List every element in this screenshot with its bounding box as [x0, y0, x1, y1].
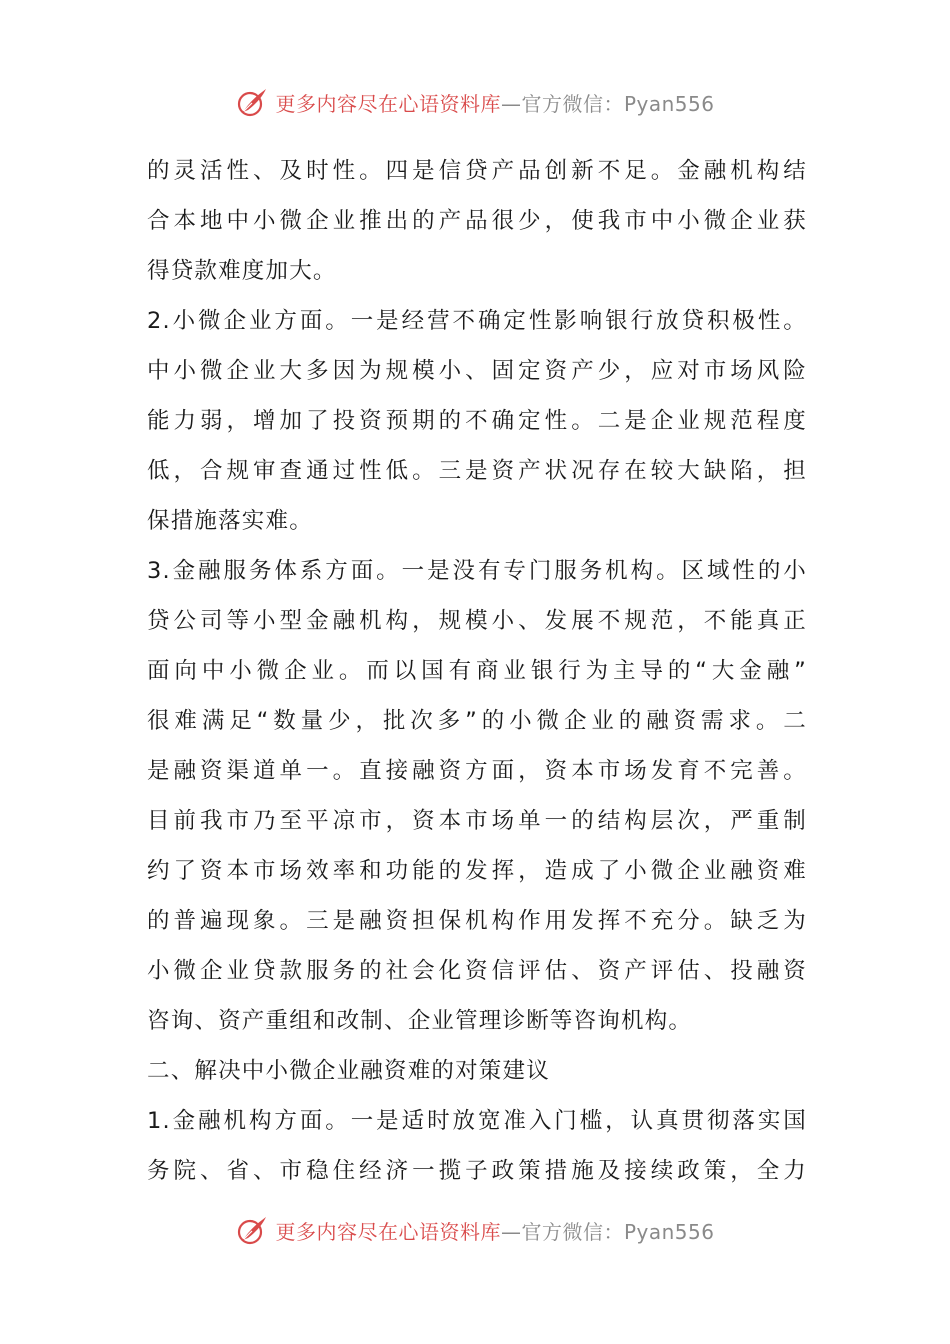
watermark-text-gray: —官方微信：Pyan556 [500, 1219, 715, 1244]
text-line: 小微企业贷款服务的社会化资信评估、资产评估、投融资 [147, 958, 807, 984]
text-line: 的灵活性、及时性。四是信贷产品创新不足。金融机构结 [147, 158, 807, 184]
text-line: 保措施落实难。 [147, 508, 313, 534]
watermark-text-gray: —官方微信：Pyan556 [500, 91, 715, 116]
text-line: 得贷款难度加大。 [147, 258, 337, 284]
quill-logo-icon [235, 1213, 269, 1247]
text-line: 约了资本市场效率和功能的发挥，造成了小微企业融资难 [147, 858, 807, 884]
text-line: 3.金融服务体系方面。一是没有专门服务机构。区域性的小 [147, 558, 807, 584]
watermark-text-red: 更多内容尽在心语资料库 [275, 91, 501, 116]
text-line: 1.金融机构方面。一是适时放宽准入门槛，认真贯彻落实国 [147, 1108, 807, 1134]
text-line: 低，合规审查通过性低。三是资产状况存在较大缺陷，担 [147, 458, 807, 484]
document-body [147, 146, 807, 1196]
text-line: 合本地中小微企业推出的产品很少，使我市中小微企业获 [147, 208, 807, 234]
watermark-text-red: 更多内容尽在心语资料库 [275, 1219, 501, 1244]
text-line: 是融资渠道单一。直接融资方面，资本市场发育不完善。 [147, 758, 807, 784]
watermark-text [275, 1216, 714, 1245]
text-line: 目前我市乃至平凉市，资本市场单一的结构层次，严重制 [147, 808, 807, 834]
text-line: 二、解决中小微企业融资难的对策建议 [147, 1058, 550, 1084]
text-line: 能力弱，增加了投资预期的不确定性。二是企业规范程度 [147, 408, 807, 434]
text-line: 的普遍现象。三是融资担保机构作用发挥不充分。缺乏为 [147, 908, 807, 934]
footer-watermark-banner [0, 1208, 950, 1252]
text-line: 中小微企业大多因为规模小、固定资产少，应对市场风险 [147, 358, 807, 384]
header-watermark-banner [0, 80, 950, 124]
text-line: 2.小微企业方面。一是经营不确定性影响银行放贷积极性。 [147, 308, 807, 334]
watermark-text [275, 88, 714, 117]
text-line: 咨询、资产重组和改制、企业管理诊断等咨询机构。 [147, 1008, 693, 1034]
text-line: 很难满足“数量少，批次多”的小微企业的融资需求。二 [147, 708, 807, 734]
text-line: 贷公司等小型金融机构，规模小、发展不规范，不能真正 [147, 608, 807, 634]
quill-logo-icon [235, 85, 269, 119]
text-line: 务院、省、市稳住经济一揽子政策措施及接续政策，全力 [147, 1158, 807, 1184]
text-line: 面向中小微企业。而以国有商业银行为主导的“大金融” [147, 658, 807, 684]
